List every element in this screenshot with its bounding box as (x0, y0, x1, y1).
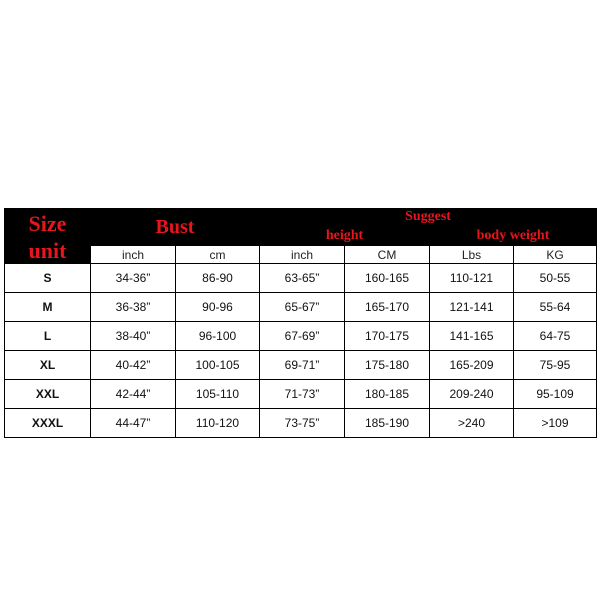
weight-lbs-cell: 141-165 (430, 322, 514, 351)
height-inch-cell: 67-69” (260, 322, 345, 351)
unit-weight-kg: KG (514, 246, 597, 264)
height-inch-cell: 73-75” (260, 409, 345, 438)
bust-inch-cell: 42-44” (91, 380, 176, 409)
weight-kg-cell: 50-55 (514, 264, 597, 293)
weight-kg-cell: >109 (514, 409, 597, 438)
size-cell: S (5, 264, 91, 293)
unit-height-cm: CM (345, 246, 430, 264)
bust-cm-cell: 110-120 (176, 409, 260, 438)
size-unit-header (5, 209, 91, 264)
table-row (5, 380, 597, 409)
bust-cm-cell: 86-90 (176, 264, 260, 293)
size-cell: XXXL (5, 409, 91, 438)
bust-inch-cell: 38-40” (91, 322, 176, 351)
table-row (5, 322, 597, 351)
table-row (5, 351, 597, 380)
unit-bust-cm: cm (176, 246, 260, 264)
height-inch-cell: 63-65” (260, 264, 345, 293)
suggest-header: Suggest (260, 209, 597, 226)
body-weight-header: body weight (430, 225, 597, 245)
size-cell: XL (5, 351, 91, 380)
bust-inch-cell: 40-42” (91, 351, 176, 380)
unit-weight-lbs: Lbs (430, 246, 514, 264)
header-row-top (5, 209, 597, 226)
weight-lbs-cell: 121-141 (430, 293, 514, 322)
bust-inch-cell: 36-38” (91, 293, 176, 322)
weight-lbs-cell: 165-209 (430, 351, 514, 380)
size-header-label: Size (28, 211, 67, 236)
height-cm-cell: 180-185 (345, 380, 430, 409)
size-chart (4, 208, 596, 443)
size-cell: M (5, 293, 91, 322)
bust-cm-cell: 100-105 (176, 351, 260, 380)
height-inch-cell: 69-71” (260, 351, 345, 380)
weight-kg-cell: 55-64 (514, 293, 597, 322)
bust-cm-cell: 96-100 (176, 322, 260, 351)
table-row (5, 409, 597, 438)
table-row (5, 264, 597, 293)
height-inch-cell: 71-73” (260, 380, 345, 409)
bust-cm-cell: 105-110 (176, 380, 260, 409)
unit-row (5, 246, 597, 264)
height-inch-cell: 65-67” (260, 293, 345, 322)
size-cell: L (5, 322, 91, 351)
height-header: height (260, 225, 430, 245)
unit-height-inch: inch (260, 246, 345, 264)
height-cm-cell: 185-190 (345, 409, 430, 438)
weight-kg-cell: 95-109 (514, 380, 597, 409)
size-cell: XXL (5, 380, 91, 409)
unit-header-label: unit (28, 238, 67, 263)
height-cm-cell: 160-165 (345, 264, 430, 293)
bust-cm-cell: 90-96 (176, 293, 260, 322)
weight-kg-cell: 75-95 (514, 351, 597, 380)
weight-lbs-cell: >240 (430, 409, 514, 438)
weight-lbs-cell: 110-121 (430, 264, 514, 293)
height-cm-cell: 170-175 (345, 322, 430, 351)
height-cm-cell: 165-170 (345, 293, 430, 322)
weight-lbs-cell: 209-240 (430, 380, 514, 409)
bust-header: Bust (91, 209, 260, 246)
table-row (5, 293, 597, 322)
height-cm-cell: 175-180 (345, 351, 430, 380)
size-table (4, 208, 597, 438)
unit-bust-inch: inch (91, 246, 176, 264)
bust-inch-cell: 44-47” (91, 409, 176, 438)
weight-kg-cell: 64-75 (514, 322, 597, 351)
bust-inch-cell: 34-36” (91, 264, 176, 293)
